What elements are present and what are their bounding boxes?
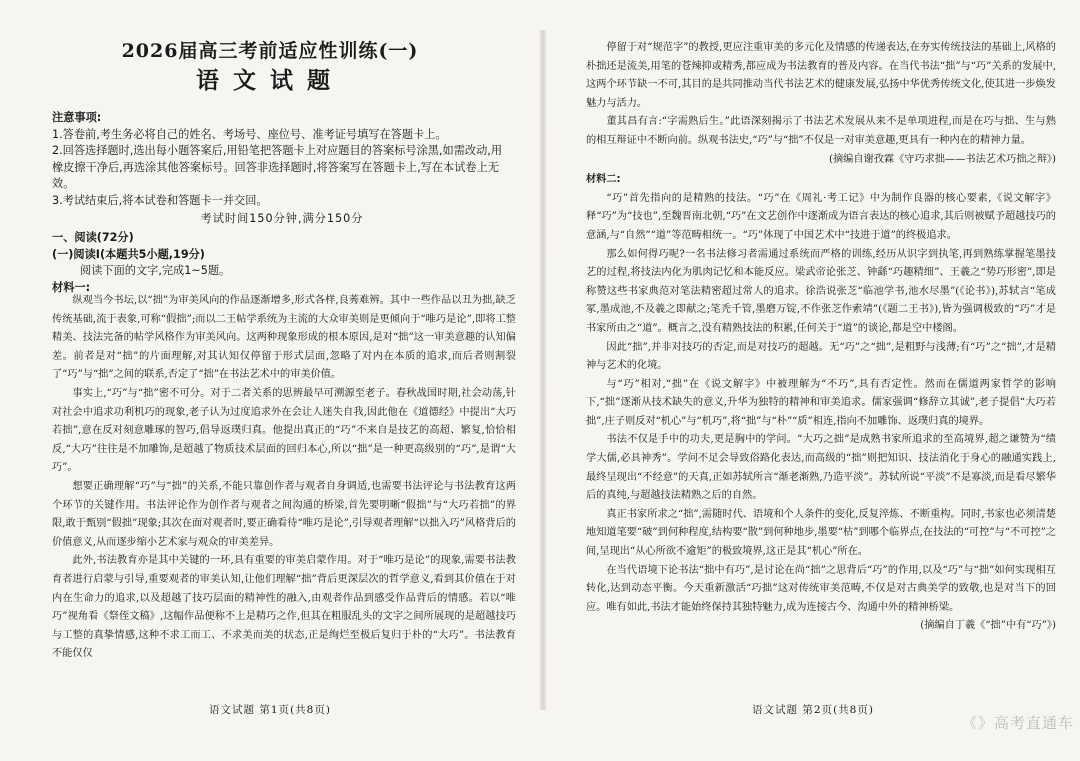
material-2-label: 材料二: [586, 174, 621, 186]
section-header [52, 230, 512, 296]
instruction: 阅读下面的文字,完成1~5题。 [80, 264, 231, 277]
paragraph: 此外,书法教育亦是其中关键的一环,具有重要的审美启蒙作用。对于“唯巧是论”的现象,需要书法教育者进行启蒙与引导,重要观者的审美认知,让他们理解“拙”背后更深层次的哲学意义,看到其价值在于对内在生命力的追求,以及超越了技巧层面的精神性的融入,由观者作品到感受作品背后的情感。若以“唯巧”视角看《祭侄文稿》,这幅作品便称不上是精巧之作,但其在粗服乱头的文字之间所展现的是超越技巧与工整的真挚情感,这种不求工而工、不求美而美的状态,正是绚烂至极后复归于朴的“大巧”。书法教育不能仅仅 [52, 555, 516, 660]
exam-title: 2026届高三考前适应性训练(一) [121, 40, 419, 62]
paragraph: 停留于对“规范字”的教授,更应注重审美的多元化及情感的传递表达,在夯实传统技法的基础上,风格的朴拙还是流美,用笔的苍辣抑或精秀,都应成为书法教育的普及内容。在当代书法“拙”与“巧”关系的发展中,这两个环节缺一不可,其目的是共同推动当代书法艺术的健康发展,弘扬中华优秀传统文化,使其进一步焕发魅力与活力。 [586, 42, 1056, 109]
page-footer: 语文试题 第2页(共8页) [752, 704, 874, 716]
note-item: 3.考试结束后,将本试卷和答题卡一并交回。 [52, 193, 268, 207]
material-1-text [52, 292, 516, 664]
paragraph: 董其昌有言:“字需熟后生。”此语深刻揭示了书法艺术发展从来不是单项进程,而是在巧与拙、生与熟的相互辩证中不断向前。纵观书法史,“巧”与“拙”不仅是一对审美意趣,更具有一种内在的精神力量。 [586, 116, 1056, 146]
source-citation: (摘编自谢孜霖《守巧求拙——书法艺术巧拙之辩》) [829, 153, 1056, 165]
paragraph: 书法不仅是手中的功夫,更是胸中的学问。“大巧之拙”是成熟书家所追求的至高境界,超之谦赞为“绩学大儒,必具神秀”。学问不足会导致俗路化表达,而高级的“拙”则把知识、技法消化于身心的融通实践上,最终呈现出“不经意”的天真,正如苏轼所言“渐老渐熟,乃造平淡”。苏轼所说“平淡”不是寡淡,而是看尽繁华后的真纯,与超越技法精熟之后的自然。 [586, 434, 1056, 502]
material-text [586, 39, 1056, 636]
material-1-label: 材料一: [52, 280, 91, 294]
notes-block [52, 110, 512, 228]
paragraph: 真正书家所求之“拙”,需随时代、语境和个人条件的变化,反复淬炼、不断重构。同时,书家也必须清楚地知道笔要“破”到何种程度,结构要“散”到何种地步,墨要“枯”到哪个临界点,在技法的“可控”与“不可控”之间,呈现出“从心所欲不逾矩”的极致境界,这正是其“机心”所在。 [586, 508, 1056, 558]
note-item: 2.回答选择题时,选出每小题答案后,用铅笔把答题卡上对应题目的答案标号涂黑,如需改动,用橡皮擦干净后,再选涂其他答案标号。回答非选择题时,将答案写在答题卡上,写在本试卷上无效。 [52, 144, 503, 190]
watermark: 《》高考直通车 [961, 714, 1074, 732]
paragraph: 想要正确理解“巧”与“拙”的关系,不能只靠创作者与观者自身调适,也需要书法评论与书法教育这两个环节的关键作用。书法评论作为创作者与观者之间沟通的桥梁,首先要明晰“假拙”与“大巧若拙”的界限,敢于甄别“假拙”现象;其次在面对观者时,要正确看待“唯巧是论”,引导观者理解“以拙入巧”风格背后的价值意义,从而逐步缩小艺术家与观众的审美差异。 [52, 480, 516, 548]
notes-heading: 注意事项: [52, 111, 102, 124]
note-item: 1.答卷前,考生务必将自己的姓名、考场号、座位号、准考证号填写在答题卡上。 [52, 127, 447, 141]
subsection-title: (一)阅读Ⅰ(本题共5小题,19分) [52, 247, 205, 261]
paragraph: 与“巧”相对,“拙”在《说文解字》中被理解为“不巧”,具有否定性。然而在儒道两家哲学的影响下,“拙”逐渐从技术缺失的意义,升华为独特的精神和审美追求。儒家强调“修辞立其诚”,老子提倡“大巧若拙”,庄子则反对“机心”与“机巧”,将“拙”与“朴”“质”相连,指向不加雕饰、返璞归真的境界。 [586, 378, 1056, 427]
paragraph: 纵观当今书坛,以“拙”为审美风向的作品逐渐增多,形式各样,良莠难辨。其中一些作品以丑为拙,缺乏传统基础,流于表象,可称“假拙”;而以二王帖学系统为主流的大众审美则是更倾向于“唯巧是论”,即将工整精美、技法完备的帖学风格作为审美风向。这两种现象形成的根本原因,是对“拙”这一审美意趣的认知偏差。前者是对“拙”的片面理解,对其认知仅停留于形式层面,忽略了对内在本质的追求,而后者则割裂了“巧”与“拙”之间的联系,否定了“拙”在书法艺术中的审美价值。 [52, 295, 516, 381]
time-score: 考试时间150分钟,满分150分 [200, 212, 364, 225]
source-citation: (摘编自丁羲《“拙”中有“巧”》) [920, 620, 1056, 632]
subject-title: 语文试题 [196, 67, 344, 94]
page-footer: 语文试题 第1页(共8页) [209, 704, 331, 716]
paragraph: 事实上,“巧”与“拙”密不可分。对于二者关系的思辨最早可溯源至老子。春秋战国时期,社会动荡,针对社会中追求功利机巧的现象,老子认为过度追求外在会让人迷失自我,因此他在《道德经》中提出“大巧若拙”,意在反对刻意雕琢的智巧,倡导返璞归真。他提出真正的“巧”不来自是技艺的高超、繁复,恰恰相反,“大巧”往往是不加雕饰,是超越了物质技术层面的回归本心,所以“拙”是一种更高级别的“巧”,是谓“大巧”。 [52, 387, 516, 474]
paragraph: “巧”首先指向的是精熟的技法。“巧”在《周礼·考工记》中为制作良器的核心要素,《说文解字》释“巧”为“技也”,至魏晋南北朝,“巧”在文艺创作中逐渐成为语言表达的核心追求,其后则被赋予超越技巧的意涵,与“自然”“道”等范畴相统一。“巧”体现了中国艺术中“技进于道”的终极追求。 [586, 192, 1056, 241]
paragraph: 因此“拙”,并非对技巧的否定,而是对技巧的超越。无“巧”之“拙”,是粗野与浅薄;有“巧”之“拙”,才是精神与艺术的化境。 [586, 341, 1056, 372]
right-page [546, 0, 1080, 761]
section-title: 一、阅读(72分) [52, 231, 134, 244]
paragraph: 在当代语境下论书法“拙中有巧”,是讨论在尚“拙”之思背后“巧”的作用,以及“巧”与“拙”如何实现相互转化,达到动态平衡。今天重新激活“巧拙”这对传统审美范畴,不仅是对古典美学的致敬,也是对当下的回应。唯有如此,书法才能始终保持其独特魅力,成为连接古今、沟通中外的精神桥梁。 [586, 564, 1056, 613]
paragraph: 那么如何得巧呢?一名书法修习者需通过系统而严格的训练,经历从识字到执笔,再到熟练掌握笔墨技艺的过程,将技法内化为肌肉记忆和本能反应。梁武帝论张芝、钟繇“巧趣精细”、王羲之“势巧形密”,即是称赞这些书家典范对笔法精密超过常人的追求。徐浩说张芝“临池学书,池水尽墨”(《论书》),苏轼言“笔成冢,墨成池,不及羲之即献之;笔秃千管,墨磨万锭,不作张芝作索靖”(《题二王书》),皆为强调极致的“巧”才是书家所由之“道”。概言之,没有精熟技法的积累,任何关于“道”的谈论,都是空中楼阁。 [586, 248, 1056, 334]
